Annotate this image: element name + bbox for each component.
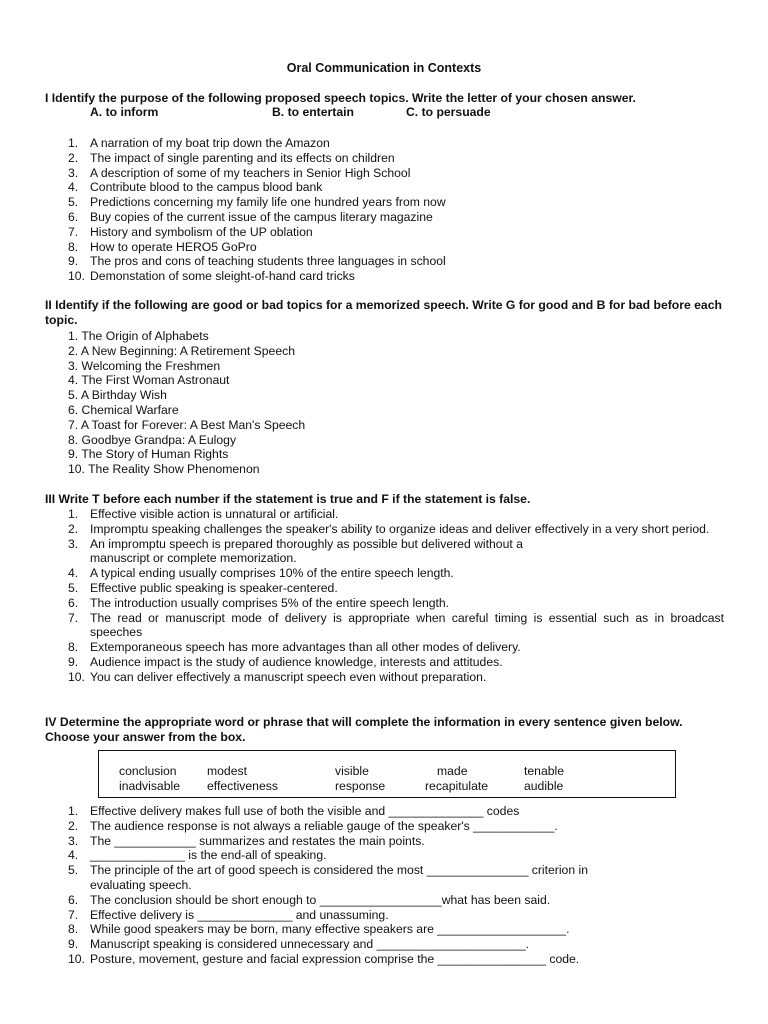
list-item: 5. Predictions concerning my family life one hundred years from now — [68, 195, 446, 210]
list-item: 9. Audience impact is the study of audience knowledge, interests and attitudes. — [68, 654, 503, 669]
list-item: 7. Effective delivery is ______________ and unassuming. — [68, 907, 389, 922]
list-item: 2. A New Beginning: A Retirement Speech — [68, 343, 295, 358]
list-item: 8. Goodbye Grandpa: A Eulogy — [68, 432, 237, 447]
word-option: made — [437, 764, 468, 778]
list-item: 4. A typical ending usually comprises 10% of the entire speech length. — [68, 566, 454, 581]
word-box — [98, 750, 676, 798]
choice-b: B. to entertain — [272, 105, 354, 119]
section-1-list — [68, 136, 728, 284]
list-item: 10. Demonstation of some sleight-of-hand card tricks — [68, 269, 355, 284]
section-4-heading: IV Determine the appropriate word or phrase that will complete the information in every sentence given below. Choose your answer from the box. — [45, 715, 683, 744]
word-option: tenable — [524, 764, 564, 778]
list-item: 2. Impromptu speaking challenges the speaker's ability to organize ideas and deliver effectively in a very short period. — [68, 521, 710, 536]
word-option: recapitulate — [425, 779, 489, 793]
word-option: visible — [335, 764, 369, 778]
word-option: conclusion — [119, 764, 177, 778]
word-option: audible — [524, 779, 564, 793]
list-item: 3. A description of some of my teachers in Senior High School — [68, 165, 411, 180]
list-item: 3. Welcoming the Freshmen — [68, 358, 221, 373]
list-item: 8. While good speakers may be born, many effective speakers are ___________________. — [68, 922, 570, 937]
list-item: 3. The ____________ summarizes and restates the main points. — [68, 833, 425, 848]
list-item: 8. Extemporaneous speech has more advantages than all other modes of delivery. — [68, 640, 521, 655]
word-option: effectiveness — [207, 779, 278, 793]
list-item: 3. An impromptu speech is prepared thoroughly as possible but delivered without a manuscript or complete memorization. — [68, 536, 523, 566]
word-option: response — [335, 779, 386, 793]
list-item: 5. A Birthday Wish — [68, 388, 167, 403]
list-item: 6. Buy copies of the current issue of the campus literary magazine — [68, 209, 433, 224]
list-item: 5. Effective public speaking is speaker-centered. — [68, 580, 338, 595]
list-item: 4. ______________ is the end-all of speaking. — [68, 848, 327, 863]
list-item: 1. Effective visible action is unnatural or artificial. — [68, 507, 339, 521]
list-item: 7. History and symbolism of the UP oblation — [68, 224, 313, 239]
section-3-list — [68, 507, 724, 685]
list-item: 9. Manuscript speaking is considered unnecessary and ______________________. — [68, 937, 530, 952]
list-item: 6. The conclusion should be short enough to __________________what has been said. — [68, 892, 551, 907]
list-item: 8. How to operate HERO5 GoPro — [68, 239, 257, 254]
list-item: 10. Posture, movement, gesture and facial expression comprise the ________________ code. — [68, 951, 580, 966]
section-3-heading: III Write T before each number if the statement is true and F if the statement is false. — [45, 492, 531, 506]
list-item: 6. The introduction usually comprises 5% of the entire speech length. — [68, 595, 450, 610]
section-4-list — [68, 804, 728, 967]
word-option: inadvisable — [119, 779, 180, 793]
list-item: 4. The First Woman Astronaut — [68, 373, 230, 388]
list-item: 4. Contribute blood to the campus blood bank — [68, 180, 323, 195]
section-2-heading: II Identify if the following are good or bad topics for a memorized speech. Write G for good and B for bad before each topic. — [45, 298, 722, 327]
list-item: 7. A Toast for Forever: A Best Man's Speech — [68, 417, 306, 432]
list-item: 6. Chemical Warfare — [68, 402, 179, 417]
choice-c: C. to persuade — [406, 105, 491, 119]
section-1-heading: I Identify the purpose of the following proposed speech topics. Write the letter of your chosen answer. — [45, 91, 636, 105]
list-item: 1. Effective delivery makes full use of both the visible and ______________ codes — [68, 804, 520, 818]
list-item: 1. A narration of my boat trip down the Amazon — [68, 136, 330, 150]
document-title: Oral Communication in Contexts — [286, 61, 482, 75]
section-2-list — [68, 329, 728, 477]
list-item: 9. The Story of Human Rights — [68, 447, 229, 462]
list-item: 5. The principle of the art of good speech is considered the most _______________ criterion in evaluating speech. — [68, 863, 588, 892]
choice-a: A. to inform — [90, 105, 159, 119]
list-item: 7. The read or manuscript mode of delivery is appropriate when careful timing is essential such as in broadcast speeches — [68, 610, 724, 640]
list-item: 2. The impact of single parenting and its effects on children — [68, 150, 395, 165]
list-item: 10. You can deliver effectively a manuscript speech even without preparation. — [68, 669, 487, 684]
list-item: 9. The pros and cons of teaching students three languages in school — [68, 254, 446, 269]
list-item: 10. The Reality Show Phenomenon — [68, 462, 260, 477]
list-item: 1. The Origin of Alphabets — [68, 329, 209, 343]
word-option: modest — [207, 764, 247, 778]
list-item: 2. The audience response is not always a reliable gauge of the speaker's ____________. — [68, 818, 558, 833]
